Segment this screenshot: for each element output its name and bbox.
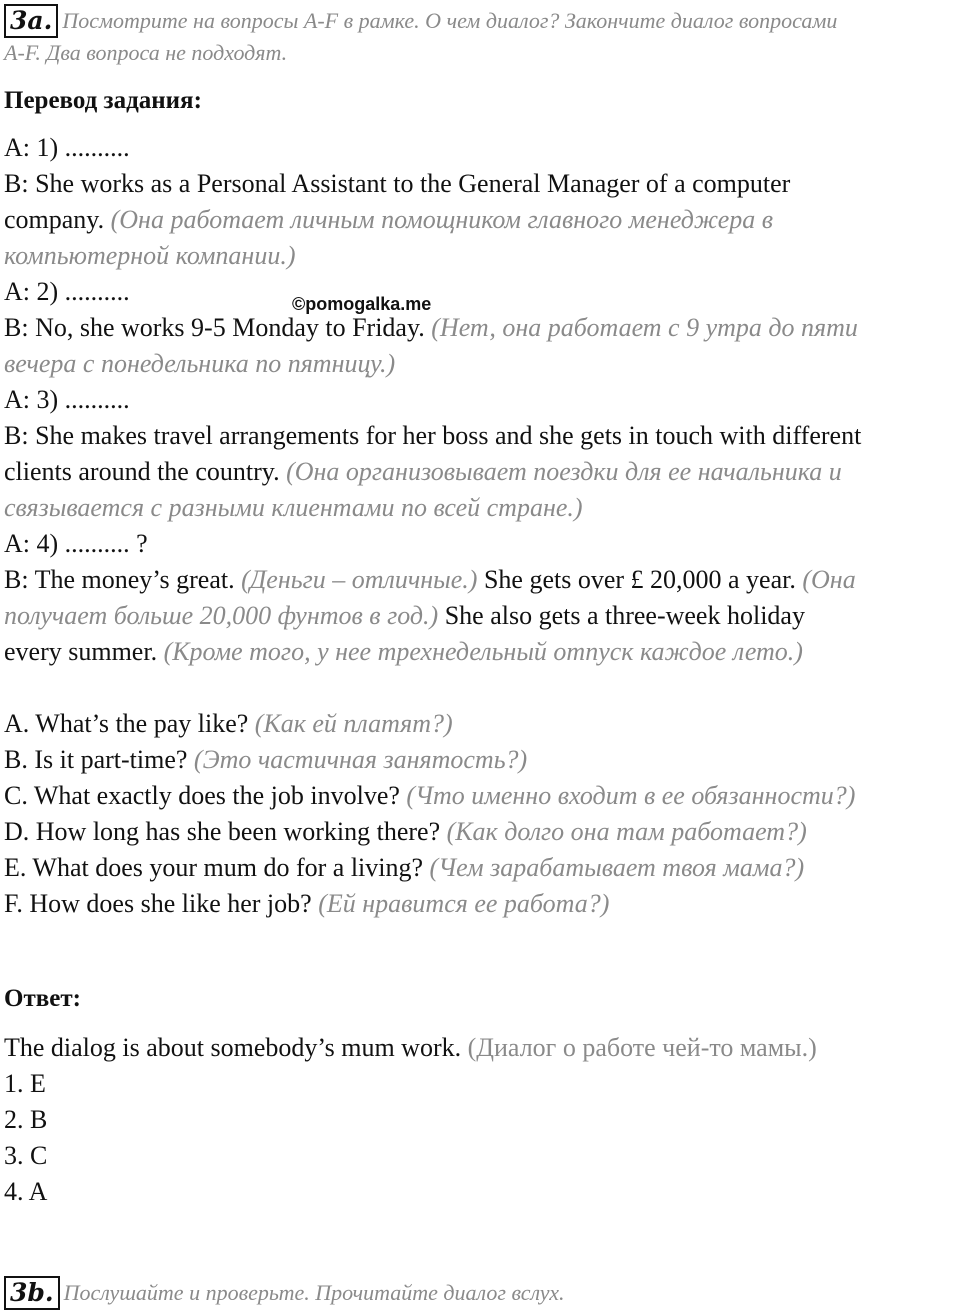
answer-item-3: 3. C (4, 1141, 48, 1170)
dialog-b4-en2: She gets over £ 20,000 a year. (483, 565, 796, 594)
question-d (4, 814, 807, 850)
task-3b-number: 3b. (4, 1276, 60, 1310)
dialog-b1-line2 (4, 202, 773, 238)
task-3a-instruction-line1: Посмотрите на вопросы A-F в рамке. О чем диалог? Закончите диалог вопросами (62, 8, 838, 33)
dialog-b1-en: company. (4, 205, 105, 234)
task-3a-header (4, 4, 954, 38)
dialog-b4-translation1: (Деньги – отличные.) (241, 565, 478, 594)
dialog-b3-line1: B: She makes travel arrangements for her boss and she gets in touch with different (4, 421, 862, 450)
question-f-en: F. How does she like her job? (4, 889, 312, 918)
question-b (4, 742, 527, 778)
dialog-b1-translation-line3: компьютерной компании.) (4, 241, 296, 270)
question-c (4, 778, 855, 814)
task-3b-header (4, 1276, 954, 1310)
answer-summary (4, 1030, 817, 1066)
dialog-b3-translation: (Она организовывает поездки для ее начальника и (286, 457, 842, 486)
dialog-b4-translation2b: получает больше 20,000 фунтов в год.) (4, 601, 439, 630)
dialog-b4-en3: She also gets a three-week holiday (444, 601, 805, 630)
dialog-b4-line3 (4, 634, 803, 670)
dialog-b4-line1 (4, 562, 856, 598)
dialog-b4-en1: B: The money’s great. (4, 565, 235, 594)
dialog-b2-line1 (4, 310, 858, 346)
dialog-a3: A: 3) .......... (4, 385, 130, 414)
task-3a-instruction-line2: A-F. Два вопроса не подходят. (4, 40, 288, 65)
answer-summary-en: The dialog is about somebody’s mum work. (4, 1033, 462, 1062)
question-f-translation: (Ей нравится ее работа?) (318, 889, 610, 918)
answer-item-1: 1. E (4, 1069, 46, 1098)
answer-item-4: 4. A (4, 1177, 48, 1206)
task-3b-instruction: Послушайте и проверьте. Прочитайте диалог вслух. (63, 1280, 565, 1305)
dialog-b2-translation: (Нет, она работает с 9 утра до пяти (431, 313, 858, 342)
dialog-a4: A: 4) .......... ? (4, 529, 148, 558)
dialog-b1-line1: B: She works as a Personal Assistant to the General Manager of a computer (4, 169, 791, 198)
question-f (4, 886, 609, 922)
question-b-translation: (Это частичная занятость?) (193, 745, 528, 774)
dialog-b2-translation-line2: вечера с понедельника по пятницу.) (4, 349, 396, 378)
dialog-a2: A: 2) .......... (4, 277, 130, 306)
answer-item-2: 2. B (4, 1105, 48, 1134)
question-e-translation: (Чем зарабатывает твоя мама?) (429, 853, 805, 882)
question-a (4, 706, 453, 742)
answer-summary-translation: (Диалог о работе чей-то мамы.) (467, 1033, 817, 1062)
dialog-b4-translation4: (Кроме того, у нее трехнедельный отпуск каждое лето.) (163, 637, 803, 666)
question-c-translation: (Что именно входит в ее обязанности?) (406, 781, 856, 810)
watermark: ©pomogalka.me (292, 294, 432, 314)
dialog-b1-translation: (Она работает личным помощником главного менеджера в (110, 205, 774, 234)
question-e-en: E. What does your mum do for a living? (4, 853, 424, 882)
question-c-en: C. What exactly does the job involve? (4, 781, 400, 810)
question-d-en: D. How long has she been working there? (4, 817, 441, 846)
dialog-b4-translation2a: (Она (802, 565, 856, 594)
task-3a-number: 3a. (4, 4, 58, 38)
dialog-b4-line2 (4, 598, 805, 634)
dialog-b4-en4: every summer. (4, 637, 158, 666)
question-e (4, 850, 804, 886)
question-b-en: B. Is it part-time? (4, 745, 188, 774)
answer-heading: Ответ: (4, 985, 81, 1012)
dialog-b2-en: B: No, she works 9-5 Monday to Friday. (4, 313, 425, 342)
dialog-a1: A: 1) .......... (4, 133, 130, 162)
question-a-translation: (Как ей платят?) (254, 709, 453, 738)
question-a-en: A. What’s the pay like? (4, 709, 249, 738)
dialog-b3-line2 (4, 454, 842, 490)
dialog-b3-en: clients around the country. (4, 457, 280, 486)
dialog-b3-translation-line3: связывается с разными клиентами по всей стране.) (4, 493, 583, 522)
question-d-translation: (Как долго она там работает?) (446, 817, 807, 846)
translation-heading: Перевод задания: (4, 87, 202, 114)
